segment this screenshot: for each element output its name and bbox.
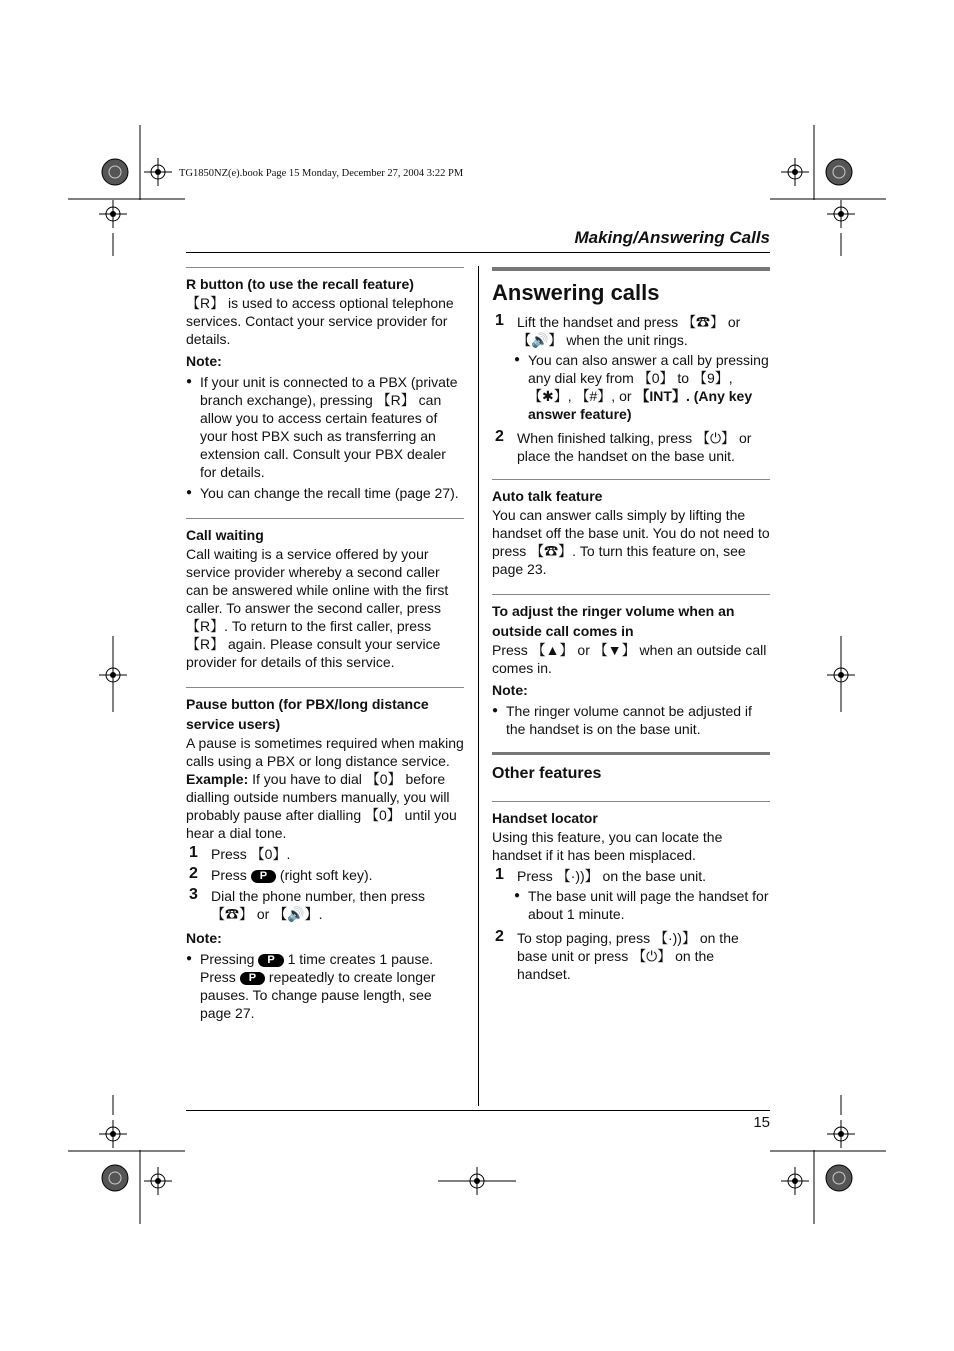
pause-step-1 bbox=[186, 845, 464, 863]
callwaiting-text: Call waiting is a service offered by your service provider whereby a second caller can be answered while online with the first caller. To answer the second caller, press 【R】. To return to the first caller, press 【R】 again. Please consult your service provider for details of this service. bbox=[186, 546, 449, 670]
step-text: Lift the handset and press 【☎】 or 【🔊】 when the unit rings. bbox=[517, 314, 741, 348]
book-info-line: TG1850NZ(e).book Page 15 Monday, December 27, 2004 3:22 PM bbox=[179, 168, 464, 179]
title-rule bbox=[492, 267, 770, 271]
step-number: 1 bbox=[189, 844, 198, 861]
step-text: Dial the phone number, then press 【☎】 or 【🔊】. bbox=[211, 888, 426, 922]
footer-rule bbox=[186, 1110, 770, 1111]
pause-note-label: Note: bbox=[186, 930, 222, 946]
page-number: 15 bbox=[753, 1114, 770, 1131]
other-features-title: Other features bbox=[492, 765, 602, 782]
section-rule bbox=[186, 518, 464, 519]
answering-calls-title: Answering calls bbox=[492, 280, 660, 305]
step-number: 1 bbox=[495, 866, 504, 883]
note-text-a: Pressing bbox=[200, 951, 259, 967]
note-text-b: 1 time creates 1 pause. Press bbox=[200, 951, 434, 985]
example-label: Example: bbox=[186, 771, 249, 787]
step-number: 2 bbox=[495, 428, 504, 445]
locator-step-2 bbox=[492, 929, 770, 983]
page-header-title: Making/Answering Calls bbox=[574, 228, 770, 247]
pause-key-icon: P bbox=[240, 972, 265, 985]
section-rule bbox=[492, 801, 770, 802]
step-text: To stop paging, press 【·))】 on the base unit or press 【⏻】 on the handset. bbox=[517, 930, 739, 982]
note-text-c: repeatedly to create longer pauses. To change pause length, see page 27. bbox=[200, 969, 436, 1021]
answer-step-1-sub bbox=[514, 351, 770, 423]
step-number: 1 bbox=[495, 312, 504, 329]
locator-title: Handset locator bbox=[492, 810, 598, 826]
example-text: If you have to dial 【0】 before dialling outside numbers manually, you will probably pause after dialling 【0】 until you hear a dial tone. bbox=[186, 771, 457, 841]
pause-text: A pause is sometimes required when making calls using a PBX or long distance service. bbox=[186, 735, 464, 769]
step-text-b: (right soft key). bbox=[276, 867, 373, 883]
step-number: 2 bbox=[189, 865, 198, 882]
pause-key-icon: P bbox=[251, 870, 276, 883]
rbutton-note-label: Note: bbox=[186, 353, 222, 369]
step-text: Press 【0】. bbox=[211, 846, 291, 862]
rbutton-note-bullet-1: ● If your unit is connected to a PBX (private branch exchange), pressing 【R】 can allow you to access certain features of your host PBX such as transferring an extension call. Consult your PBX dealer for details. bbox=[186, 373, 464, 481]
step-number: 3 bbox=[189, 886, 198, 903]
sub-text-b: 【INT】. (Any key answer feature) bbox=[528, 388, 753, 422]
pause-step-3 bbox=[186, 887, 464, 923]
pause-note-bullet bbox=[186, 950, 464, 1022]
step-number: 2 bbox=[495, 928, 504, 945]
ringer-note-bullet: ● The ringer volume cannot be adjusted if the handset is on the base unit. bbox=[492, 702, 770, 738]
locator-step-1 bbox=[492, 867, 770, 885]
rbutton-note-bullet-2: ● You can change the recall time (page 27). bbox=[186, 484, 464, 502]
callwaiting-title: Call waiting bbox=[186, 527, 264, 543]
locator-text: Using this feature, you can locate the handset if it has been misplaced. bbox=[492, 829, 723, 863]
step-text: Press 【·))】 on the base unit. bbox=[517, 868, 707, 884]
section-rule bbox=[186, 687, 464, 688]
pause-key-icon: P bbox=[258, 954, 283, 967]
section-rule bbox=[186, 267, 464, 268]
ringer-note-label: Note: bbox=[492, 682, 528, 698]
locator-step-1-sub: ● The base unit will page the handset for about 1 minute. bbox=[514, 887, 770, 923]
pause-example bbox=[186, 770, 464, 842]
autotalk-text: You can answer calls simply by lifting the handset off the base unit. You do not need to press 【☎】. To turn this feature on, see page 23. bbox=[492, 507, 770, 577]
section-rule bbox=[492, 594, 770, 595]
right-column bbox=[492, 267, 770, 983]
left-column bbox=[186, 267, 464, 1022]
step-text-a: Press bbox=[211, 867, 251, 883]
rbutton-text: 【R】 is used to access optional telephone services. Contact your service provider for details. bbox=[186, 295, 454, 347]
answer-step-1 bbox=[492, 313, 770, 349]
answer-step-2 bbox=[492, 429, 770, 465]
pause-step-2 bbox=[186, 866, 464, 884]
step-text: When finished talking, press 【⏻】 or place the handset on the base unit. bbox=[517, 430, 752, 464]
section-rule bbox=[492, 479, 770, 480]
header-rule bbox=[186, 252, 770, 253]
column-divider bbox=[478, 266, 479, 1106]
rbutton-title: R button (to use the recall feature) bbox=[186, 276, 414, 292]
autotalk-title: Auto talk feature bbox=[492, 488, 603, 504]
other-features-rule bbox=[492, 752, 770, 755]
pause-title: Pause button (for PBX/long distance service users) bbox=[186, 696, 429, 732]
ringer-text: Press 【▲】 or 【▼】 when an outside call comes in. bbox=[492, 642, 767, 676]
sub-text-a: You can also answer a call by pressing any dial key from 【0】 to 【9】, 【✱】, 【#】, or bbox=[528, 352, 769, 404]
ringer-title: To adjust the ringer volume when an outside call comes in bbox=[492, 603, 735, 639]
